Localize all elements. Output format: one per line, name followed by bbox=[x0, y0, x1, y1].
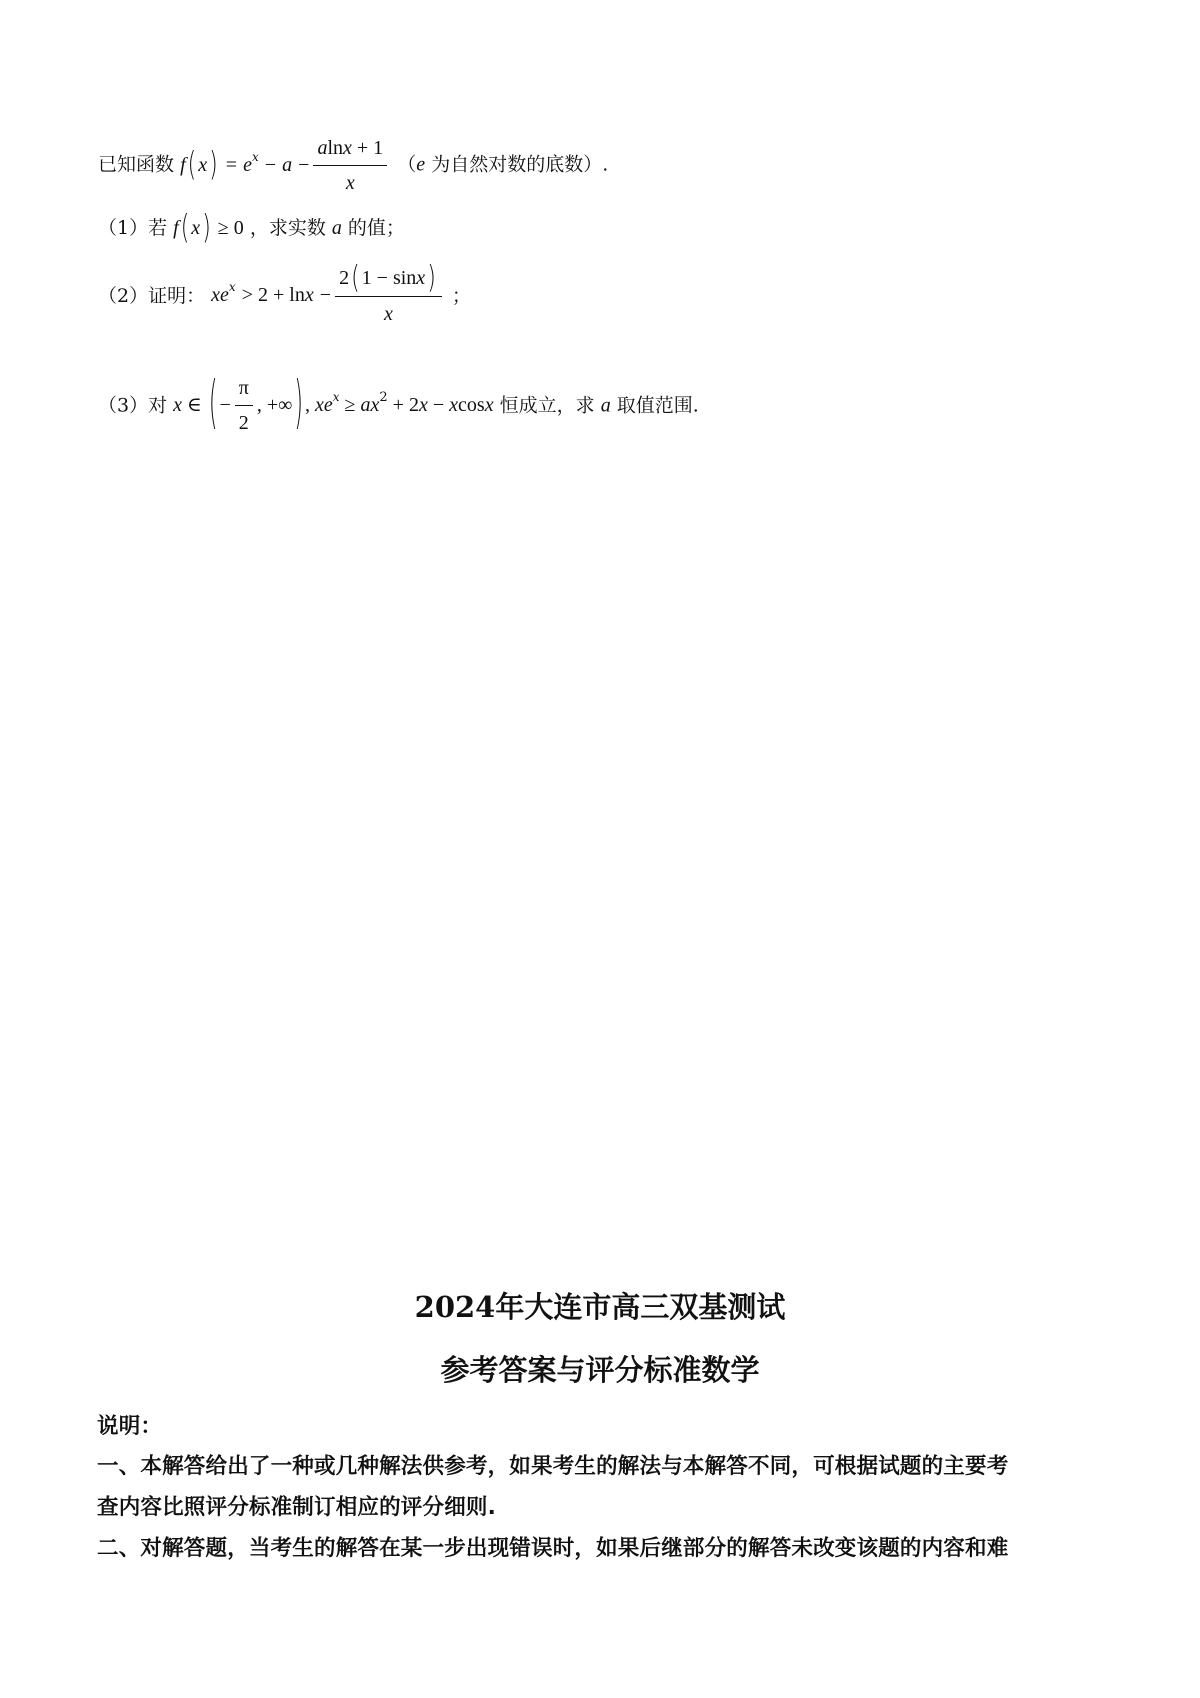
part1-prefix: （1）若 bbox=[98, 217, 168, 239]
problem-part-1 bbox=[98, 209, 405, 247]
function-definition: f( $x) = e^x - a$ − $\frac{alnx + 1}{x}$ bbox=[180, 154, 397, 176]
part3-condition: x ∈ ( − $\frac{\pi}{2}$ , +∞) , $xe^x \ge ax^2 + 2x - xcosx$ bbox=[173, 371, 494, 437]
part2-suffix: ； bbox=[451, 285, 471, 307]
part3-suffix: 取值范围. bbox=[616, 394, 699, 417]
problem-part-2 bbox=[98, 260, 471, 328]
intro-e: e bbox=[416, 153, 426, 176]
notes-item-2-line-1: 二、对解答题，当考生的解答在某一步出现错误时，如果后继部分的解答未改变该题的内容和难 bbox=[97, 1536, 1009, 1561]
part2-inequality: $xe^x > 2 + \ln x$ − $\frac{2( 1 - \sin x)}{x}$ bbox=[211, 284, 452, 306]
notes-item-1-line-1: 一、本解答给出了一种或几种解法供参考，如果考生的解法与本解答不同，可根据试题的主要考 bbox=[97, 1454, 1009, 1479]
part1-suffix: 的值； bbox=[347, 217, 405, 239]
part2-prefix: （2）证明： bbox=[98, 285, 206, 307]
answer-title-line-1: 2024年大连市高三双基测试 bbox=[414, 1290, 786, 1324]
part3-middle: 恒成立，求 bbox=[499, 394, 595, 417]
part1-var: a bbox=[331, 217, 342, 239]
part1-condition: f( x) ≥ 0 bbox=[173, 209, 244, 247]
part3-var: a bbox=[600, 394, 611, 417]
notes-item-1-line-2: 查内容比照评分标准制订相应的评分细则. bbox=[97, 1495, 496, 1520]
intro-suffix: （ bbox=[397, 153, 417, 176]
problem-intro bbox=[98, 134, 608, 197]
part1-middle: ，求实数 bbox=[249, 217, 326, 239]
intro-prefix: 已知函数 bbox=[98, 153, 175, 176]
part3-prefix: （3）对 bbox=[98, 394, 168, 417]
problem-part-3 bbox=[98, 371, 699, 437]
intro-note: 为自然对数的底数）. bbox=[431, 153, 609, 176]
answer-title-line-2: 参考答案与评分标准数学 bbox=[440, 1353, 760, 1387]
notes-heading: 说明： bbox=[97, 1414, 163, 1439]
